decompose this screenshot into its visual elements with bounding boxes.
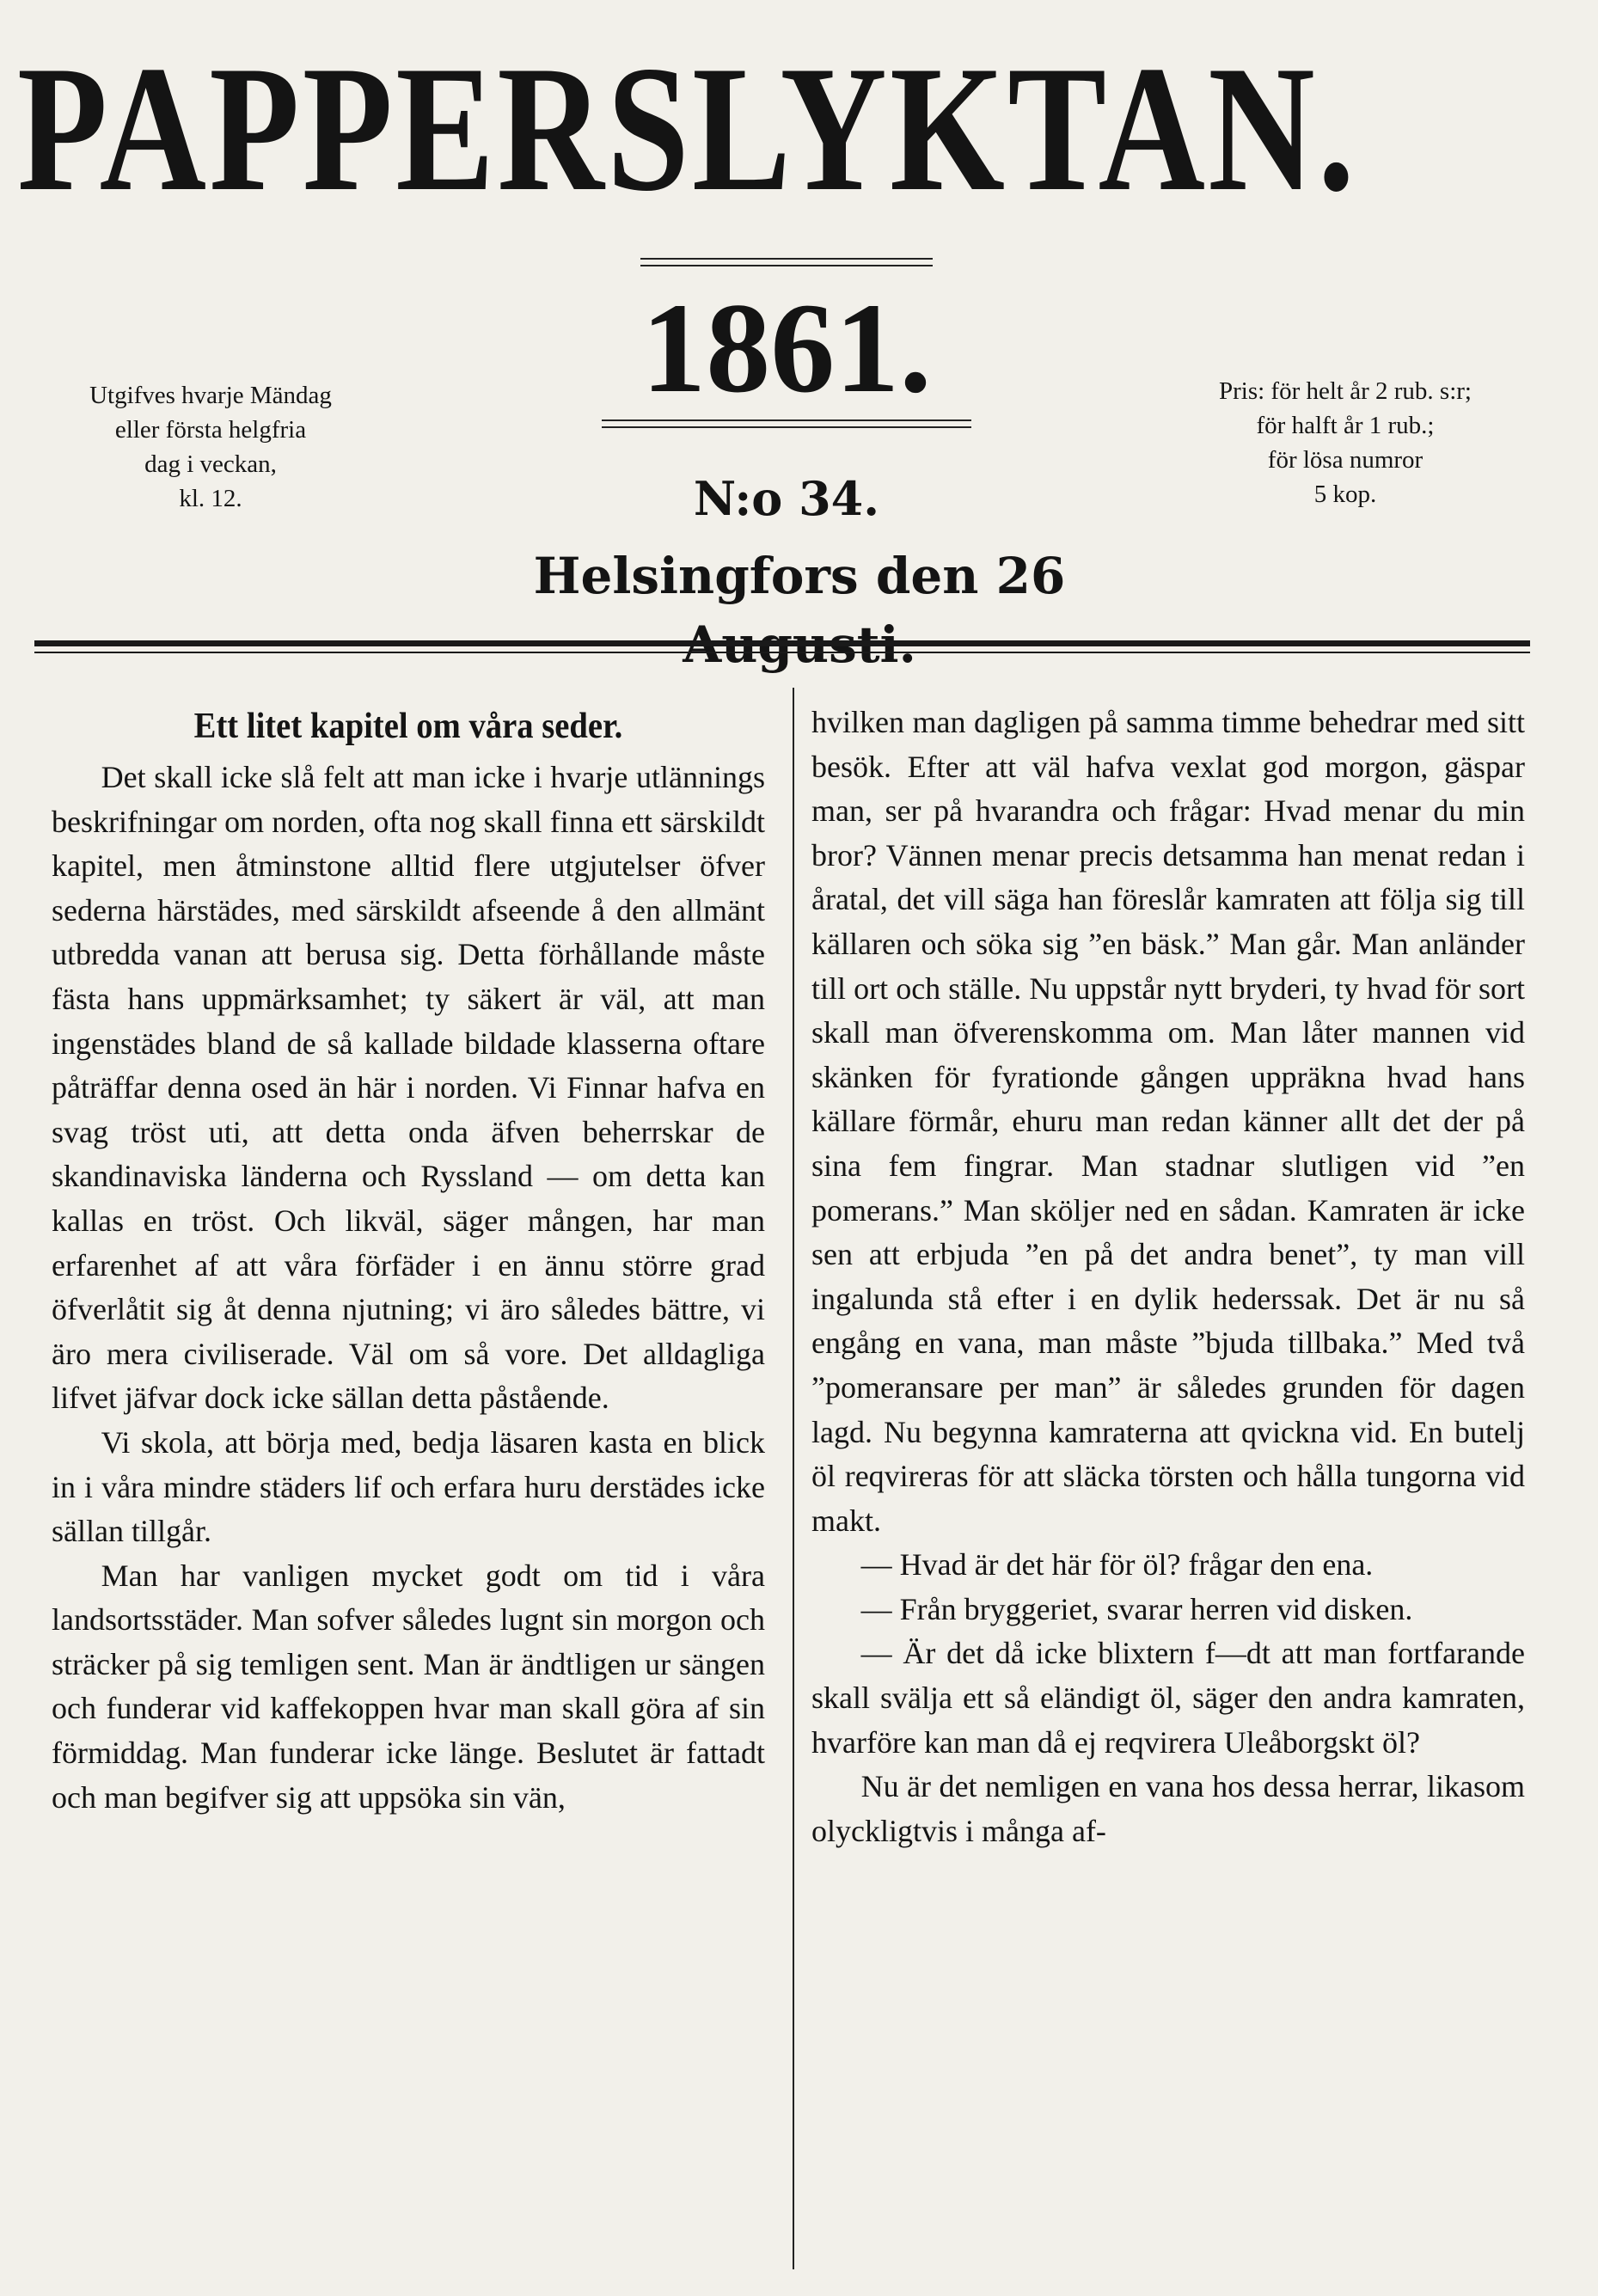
year-rule-bottom — [602, 419, 971, 421]
price-info-line: Pris: för helt år 2 rub. s:r; — [1219, 377, 1472, 405]
paragraph: Vi skola, att börja med, bedja läsaren kasta en blick in i våra mindre städers lif och erfara huru derstädes icke sällan tillgår. — [52, 1424, 765, 1549]
header-rule-thin — [34, 652, 1530, 653]
paragraph: Det skall icke slå felt att man icke i hvarje utlännings beskrifningar om norden, ofta nog skall finna ett särskildt kapitel, men åtminstone alltid flere utgjutelser öfver sederna härstädes, med särskildt afseende å den allmänt utbredda vanan att berusa sig. Detta förhållande måste fästa hans uppmärksamhet; ty säkert är väl, att man ingenstädes bland de så kallade bildade klasserna oftare påträffar denna osed än här i norden. Vi Finnar hafva en svag tröst uti, att detta onda äfven beherrskar de skandinaviska länderna och Ryssland — om detta kan kallas en tröst. Och likväl, säger mången, har man erfarenhet af att våra förfäder i en ännu större grad öfverlåtit sig åt denna njutning; vi äro således bättre, vi äro mera civiliserade. Väl om så vore. Det alldagliga lifvet jäfvar dock icke sällan detta påstående. — [52, 760, 765, 1416]
publication-info-line: dag i veckan, — [144, 450, 277, 478]
left-column — [52, 701, 765, 1820]
publication-info-line: kl. 12. — [179, 485, 242, 512]
price-info-line: för halft år 1 rub.; — [1256, 412, 1435, 439]
issue-number: N:o 34. — [693, 471, 880, 526]
right-column — [811, 701, 1525, 1853]
year-rule-top-2 — [640, 265, 933, 266]
paragraph: Man har vanligen mycket godt om tid i våra landsortsstäder. Man sofver således lugnt sin morgon och sträcker på sig temligen sent. Man är ändtligen ur sängen och funderar vid kaffekoppen hvar man skall göra af sin förmiddag. Man funderar icke länge. Beslutet är fattadt och man begifver sig att uppsöka sin vän, — [52, 1558, 765, 1815]
price-info — [1143, 374, 1547, 511]
publication-info-line: Utgifves hvarje Mändag — [89, 382, 332, 409]
masthead-title: PAPPERSLYKTAN. — [17, 29, 1358, 229]
dateline: Helsingfors den 26 — [533, 547, 1066, 605]
paragraph: — Är det då icke blixtern f—dt att man fortfarande skall svälja ett så eländigt öl, säger den andra kamraten, hvarföre kan man då ej reqvirera Uleåborgskt öl? — [811, 1636, 1525, 1760]
year-rule-top — [640, 258, 933, 260]
header-rule-thick — [34, 640, 1530, 646]
publication-info-line: eller första helgfria — [114, 416, 307, 444]
year: 1861. — [641, 277, 932, 419]
publication-info — [34, 378, 387, 516]
year-rule-bottom-2 — [602, 426, 971, 428]
price-info-line: 5 kop. — [1313, 481, 1377, 508]
price-info-line: för lösa numror — [1267, 446, 1424, 474]
paragraph: — Hvad är det här för öl? frågar den ena. — [860, 1547, 1374, 1583]
paragraph: Nu är det nemligen en vana hos dessa herrar, likasom olyckligtvis i många af- — [811, 1769, 1525, 1848]
article-headline: Ett litet kapitel om våra seder. — [193, 707, 623, 746]
paragraph: hvilken man dagligen på samma timme behedrar med sitt besök. Efter att väl hafva vexlat god morgon, gäspar man, ser på hvarandra och frågar: Hvad menar du min bror? Vännen menar precis detsamma han menat redan i åratal, det vill säga han föreslår kamraten att följa sig till källaren och söka sig ”en bäsk.” Man går. Man anländer till ort och ställe. Nu uppstår nytt bryderi, ty hvad för sort skall man öfverenskomma om. Man låter mannen vid skänken för fyrationde gången uppräkna hvad hans källare förmår, ehuru man redan känner allt det der på sina fem fingrar. Man stadnar slutligen vid ”en pomerans.” Man sköljer ned en sådan. Kamraten är icke sen att erbjuda ”en på det andra benet”, ty man vill ingalunda stå efter i en dylik hederssak. Det är nu så engång en vana, man måste ”bjuda tillbaka.” Med två ”pomeransare per man” är således grunden för dagen lagd. Nu begynna kamraterna att qvickna vid. En butelj öl reqvireras för att släcka törsten och hålla tungorna vid makt. — [811, 705, 1525, 1538]
column-divider — [793, 688, 794, 2269]
paragraph: — Från bryggeriet, svarar herren vid disken. — [860, 1591, 1413, 1626]
